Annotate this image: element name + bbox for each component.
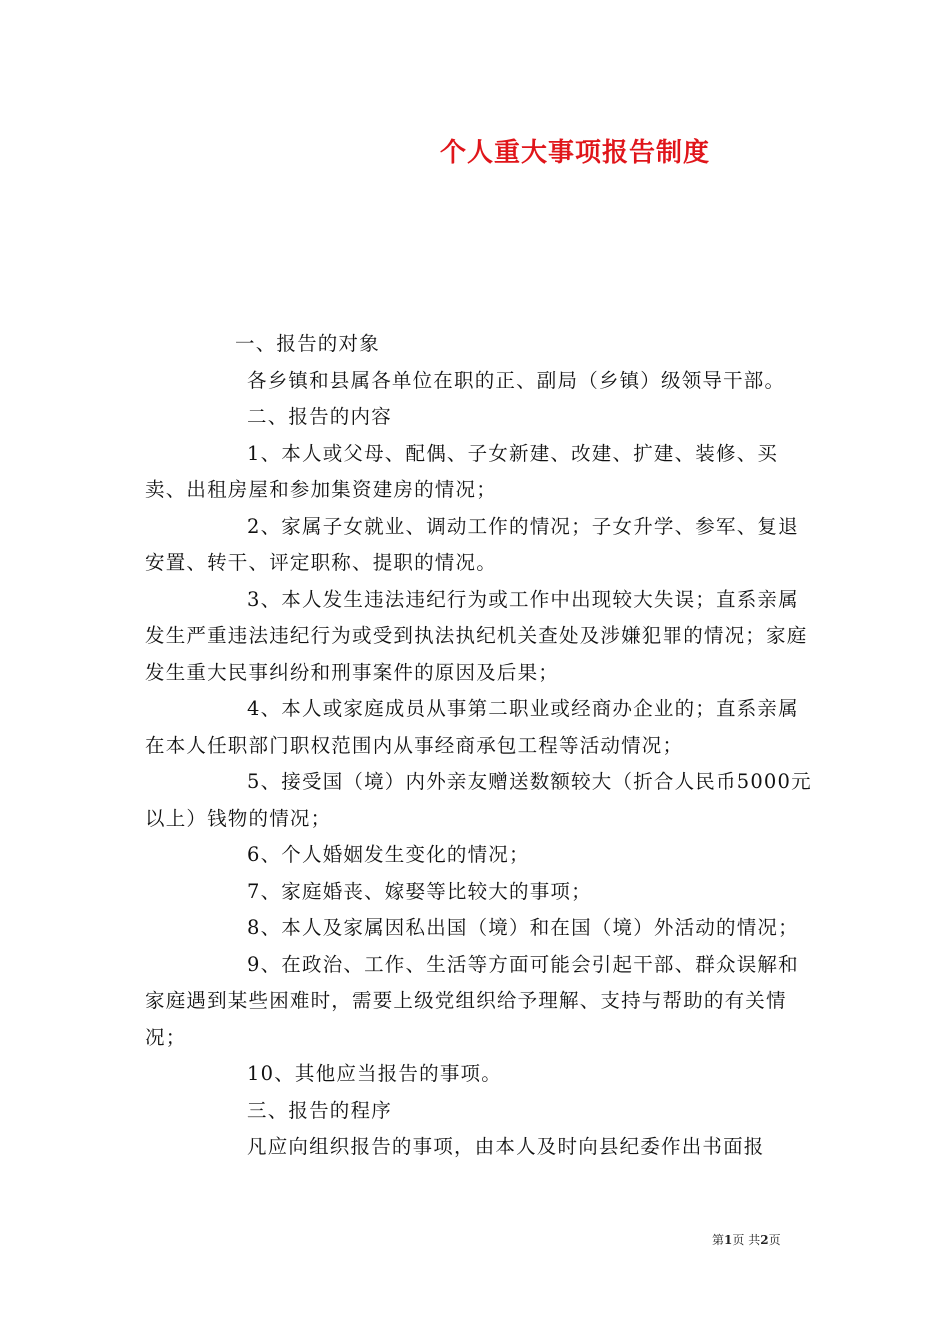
content-item-6: 6、个人婚姻发生变化的情况；	[247, 843, 530, 866]
content-item-2: 2、家属子女就业、调动工作的情况；子女升学、参军、复退安置、转干、评定职称、提职的情况。	[145, 514, 799, 574]
footer-prefix: 第	[712, 1233, 725, 1247]
content-item-3: 3、本人发生违法违纪行为或工作中出现较大失误；直系亲属发生严重违法违纪行为或受到执法执纪机关查处及涉嫌犯罪的情况；家庭发生重大民事纠纷和刑事案件的原因及后果；	[145, 587, 808, 684]
total-pages-number: 2	[760, 1233, 769, 1247]
section-heading-procedure: 三、报告的程序	[247, 1098, 392, 1122]
content-item-10: 10、其他应当报告的事项。	[247, 1062, 502, 1085]
content-item-8: 8、本人及家属因私出国（境）和在国（境）外活动的情况；	[247, 916, 799, 939]
section-heading-object: 一、报告的对象	[235, 332, 380, 355]
document-body	[145, 326, 815, 1166]
paragraph-procedure: 凡应向组织报告的事项，由本人及时向县纪委作出书面报	[247, 1135, 765, 1158]
footer-suffix: 页	[768, 1233, 781, 1247]
page-number-footer	[712, 1231, 832, 1248]
content-item-1: 1、本人或父母、配偶、子女新建、改建、扩建、装修、买卖、出租房屋和参加集资建房的情况；	[145, 441, 779, 501]
content-item-9: 9、在政治、工作、生活等方面可能会引起干部、群众误解和家庭遇到某些困难时，需要上级党组织给予理解、支持与帮助的有关情况；	[145, 952, 799, 1049]
current-page-number: 1	[724, 1233, 733, 1247]
section-heading-content: 二、报告的内容	[247, 405, 392, 428]
paragraph-object-scope: 各乡镇和县属各单位在职的正、副局（乡镇）级领导干部。	[247, 368, 786, 392]
content-item-4: 4、本人或家庭成员从事第二职业或经商办企业的；直系亲属在本人任职部门职权范围内从事经商承包工程等活动情况；	[145, 697, 799, 757]
document-title: 个人重大事项报告制度	[440, 138, 711, 168]
content-item-7: 7、家庭婚丧、嫁娶等比较大的事项；	[247, 879, 592, 903]
content-item-5: 5、接受国（境）内外亲友赠送数额较大（折合人民币5000元以上）钱物的情况；	[145, 770, 812, 830]
footer-middle: 页 共	[732, 1233, 761, 1247]
